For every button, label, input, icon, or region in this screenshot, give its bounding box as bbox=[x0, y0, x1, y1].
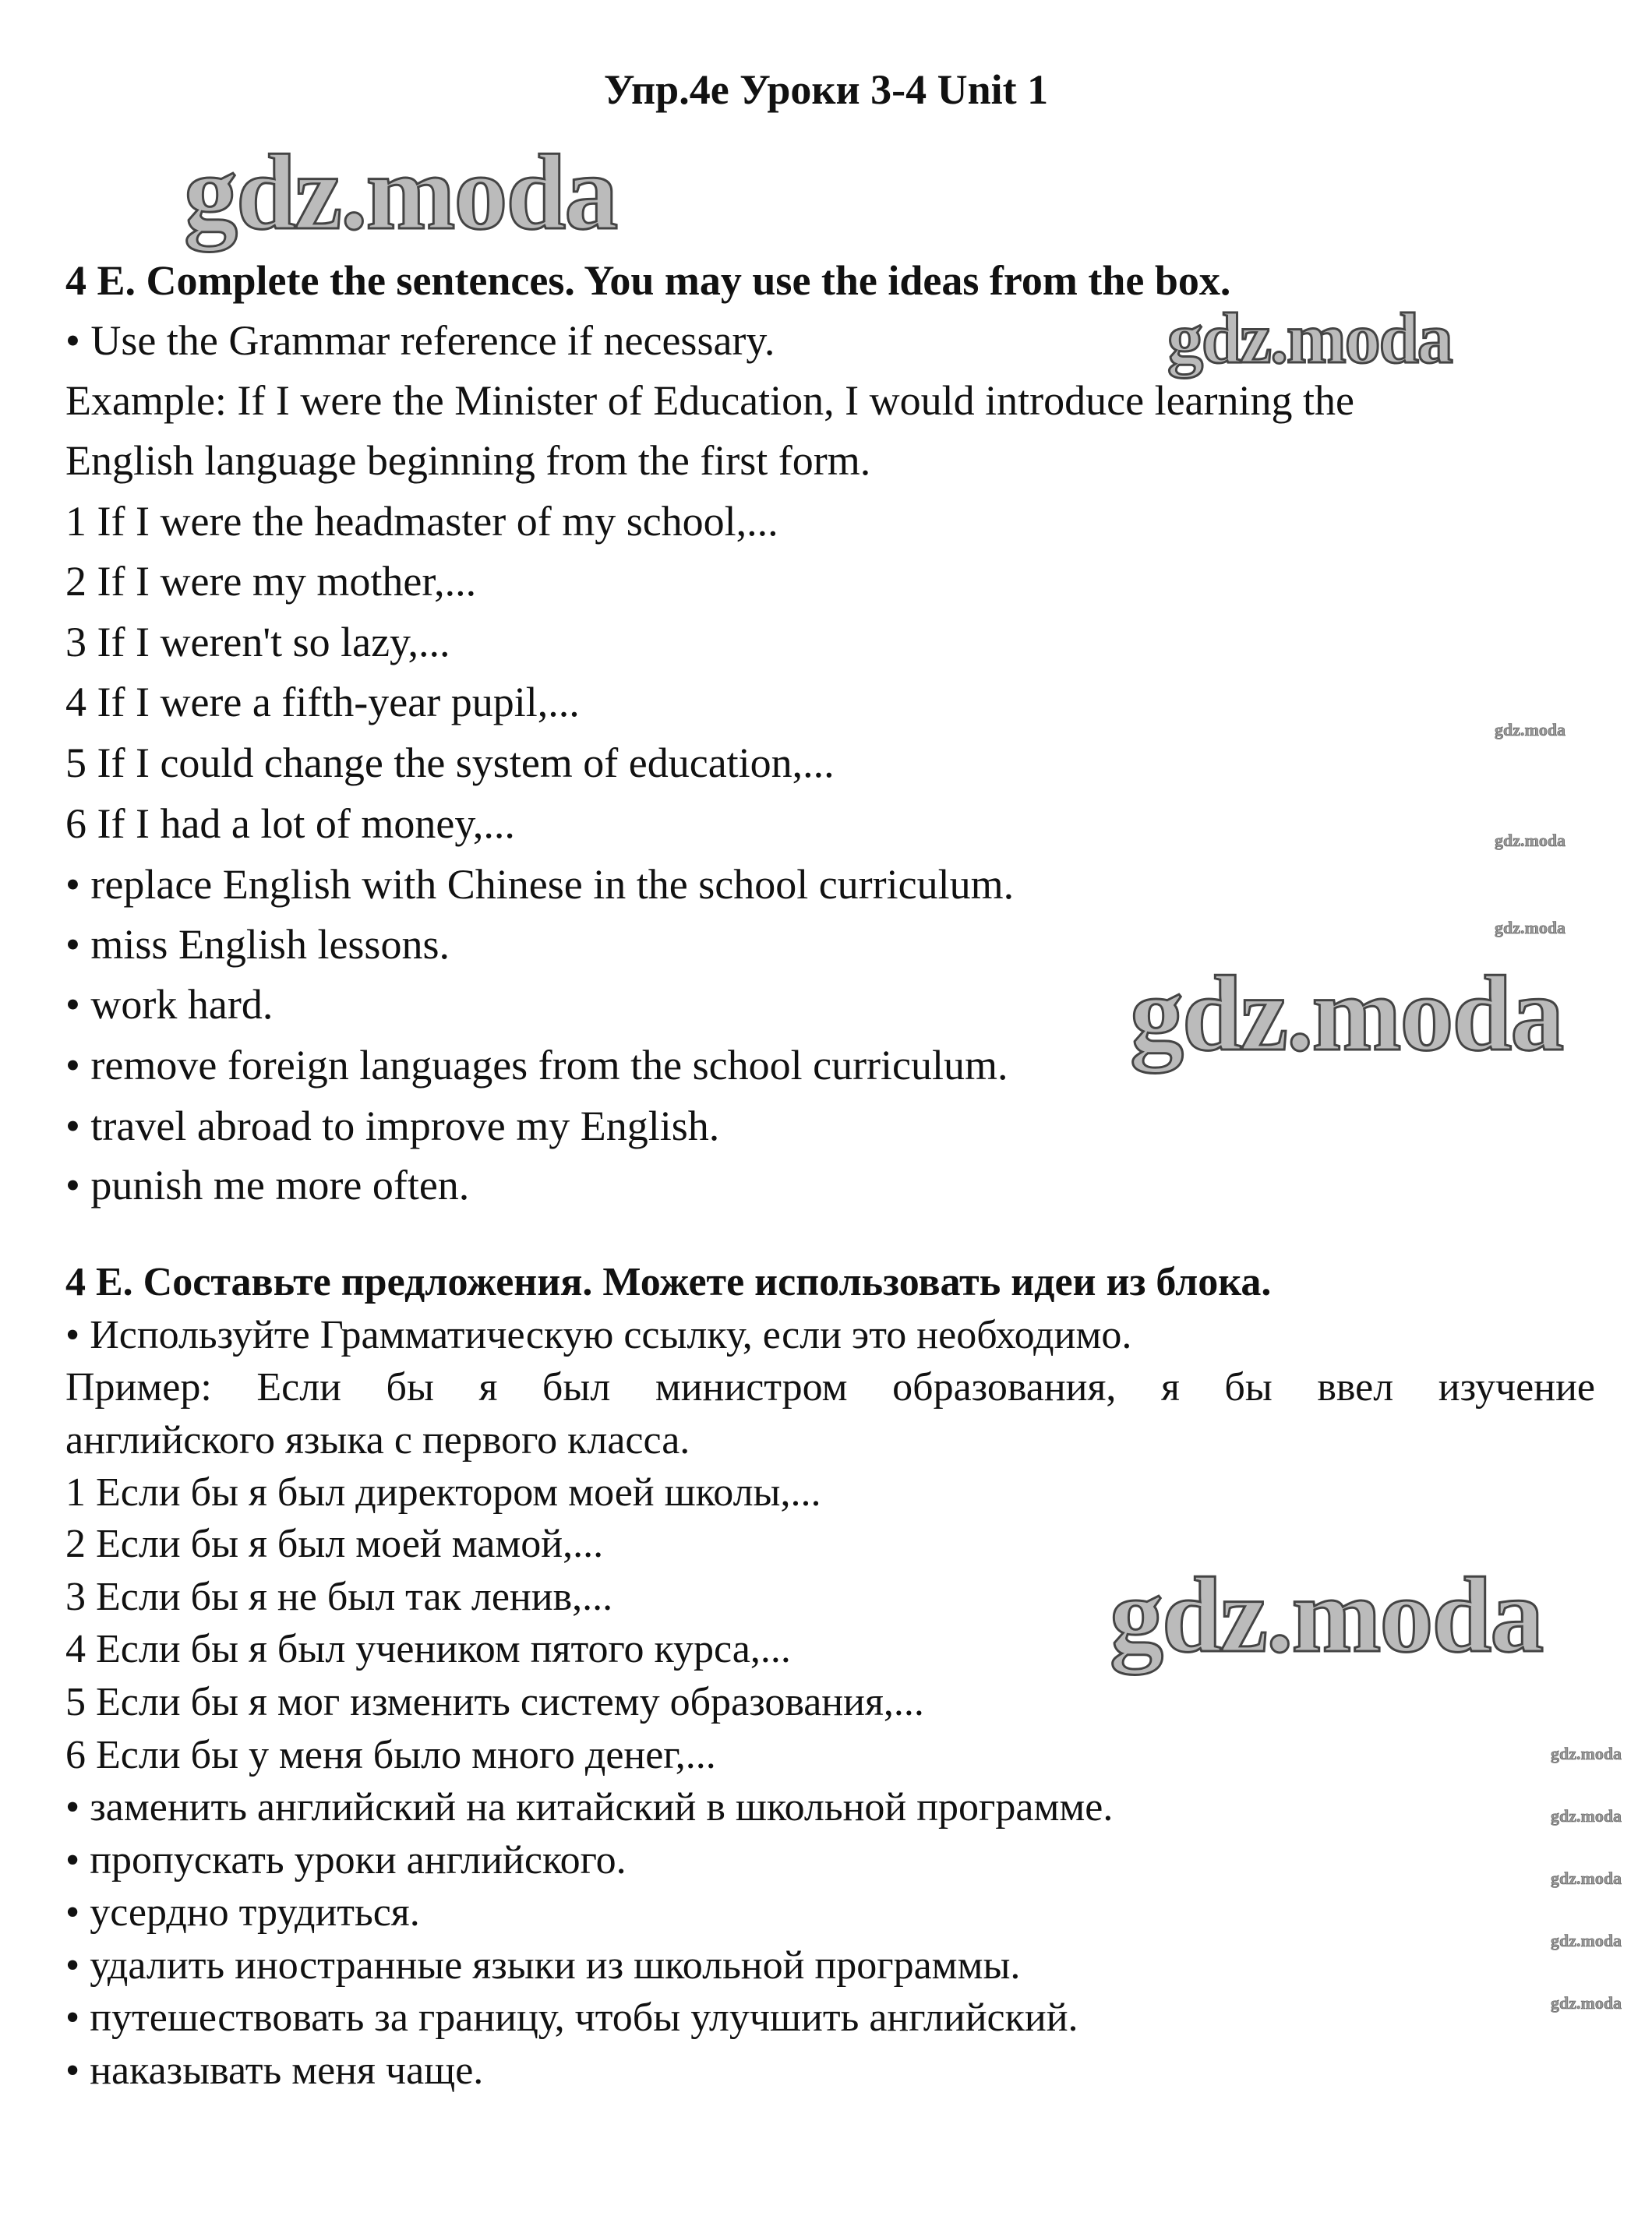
english-sentence: 4 If I were a fifth-year pupil,... bbox=[65, 679, 580, 725]
watermark-logo: gdz.moda bbox=[1130, 954, 1563, 1073]
russian-note: • Используйте Грамматическую ссылку, если это необходимо. bbox=[65, 1313, 1132, 1357]
watermark-small: gdz.moda bbox=[1551, 1806, 1622, 1826]
watermark-small: gdz.moda bbox=[1495, 831, 1566, 850]
english-sentence: 2 If I were my mother,... bbox=[65, 558, 477, 605]
english-heading: 4 E. Complete the sentences. You may use the ideas from the box. bbox=[65, 257, 1231, 304]
watermark-small: gdz.moda bbox=[1551, 1868, 1622, 1888]
watermark-logo: gdz.moda bbox=[184, 132, 617, 252]
watermark-logo: gdz.moda bbox=[1167, 298, 1452, 378]
russian-idea: • пропускать уроки английского. bbox=[65, 1838, 627, 1883]
russian-idea: • заменить английский на китайский в школьной программе. bbox=[65, 1785, 1114, 1830]
english-sentence: 3 If I weren't so lazy,... bbox=[65, 619, 450, 665]
english-idea: • punish me more often. bbox=[65, 1162, 470, 1209]
english-example: Example: If I were the Minister of Education, I would introduce learning the bbox=[65, 377, 1354, 424]
english-example: English language beginning from the first form. bbox=[65, 437, 871, 484]
russian-idea: • усердно трудиться. bbox=[65, 1890, 420, 1935]
russian-idea: • удалить иностранные языки из школьной программы. bbox=[65, 1943, 1021, 1988]
watermark-small: gdz.moda bbox=[1495, 918, 1566, 937]
russian-idea: • наказывать меня чаще. bbox=[65, 2048, 484, 2093]
watermark-small: gdz.moda bbox=[1495, 720, 1566, 739]
russian-sentence: 3 Если бы я не был так ленив,... bbox=[65, 1575, 613, 1619]
english-idea: • work hard. bbox=[65, 981, 274, 1028]
russian-sentence: 6 Если бы у меня было много денег,... bbox=[65, 1733, 716, 1777]
english-note: • Use the Grammar reference if necessary. bbox=[65, 317, 775, 364]
russian-sentence: 5 Если бы я мог изменить систему образования,... bbox=[65, 1680, 924, 1724]
watermark-small: gdz.moda bbox=[1551, 1931, 1622, 1950]
russian-sentence: 2 Если бы я был моей мамой,... bbox=[65, 1522, 604, 1566]
english-sentence: 1 If I were the headmaster of my school,... bbox=[65, 498, 778, 545]
english-idea: • remove foreign languages from the school curriculum. bbox=[65, 1042, 1008, 1089]
english-sentence: 5 If I could change the system of education,... bbox=[65, 739, 835, 786]
russian-sentence: 1 Если бы я был директором моей школы,... bbox=[65, 1470, 821, 1515]
russian-idea: • путешествовать за границу, чтобы улучшить английский. bbox=[65, 1995, 1078, 2040]
russian-heading: 4 E. Составьте предложения. Можете использовать идеи из блока. bbox=[65, 1260, 1272, 1304]
page-title: Упр.4е Уроки 3-4 Unit 1 bbox=[603, 66, 1049, 113]
english-sentence: 6 If I had a lot of money,... bbox=[65, 800, 515, 847]
watermark-small: gdz.moda bbox=[1551, 1993, 1622, 2013]
watermark-small: gdz.moda bbox=[1551, 1744, 1622, 1763]
russian-example: английского языка с первого класса. bbox=[65, 1418, 690, 1463]
english-idea: • replace English with Chinese in the school curriculum. bbox=[65, 861, 1015, 908]
watermark-logo: gdz.moda bbox=[1110, 1555, 1543, 1674]
english-idea: • miss English lessons. bbox=[65, 921, 450, 968]
english-idea: • travel abroad to improve my English. bbox=[65, 1103, 720, 1149]
russian-sentence: 4 Если бы я был учеником пятого курса,... bbox=[65, 1627, 791, 1671]
russian-example: Пример: Если бы я был министром образования, я бы ввел изучение bbox=[65, 1365, 1595, 1410]
